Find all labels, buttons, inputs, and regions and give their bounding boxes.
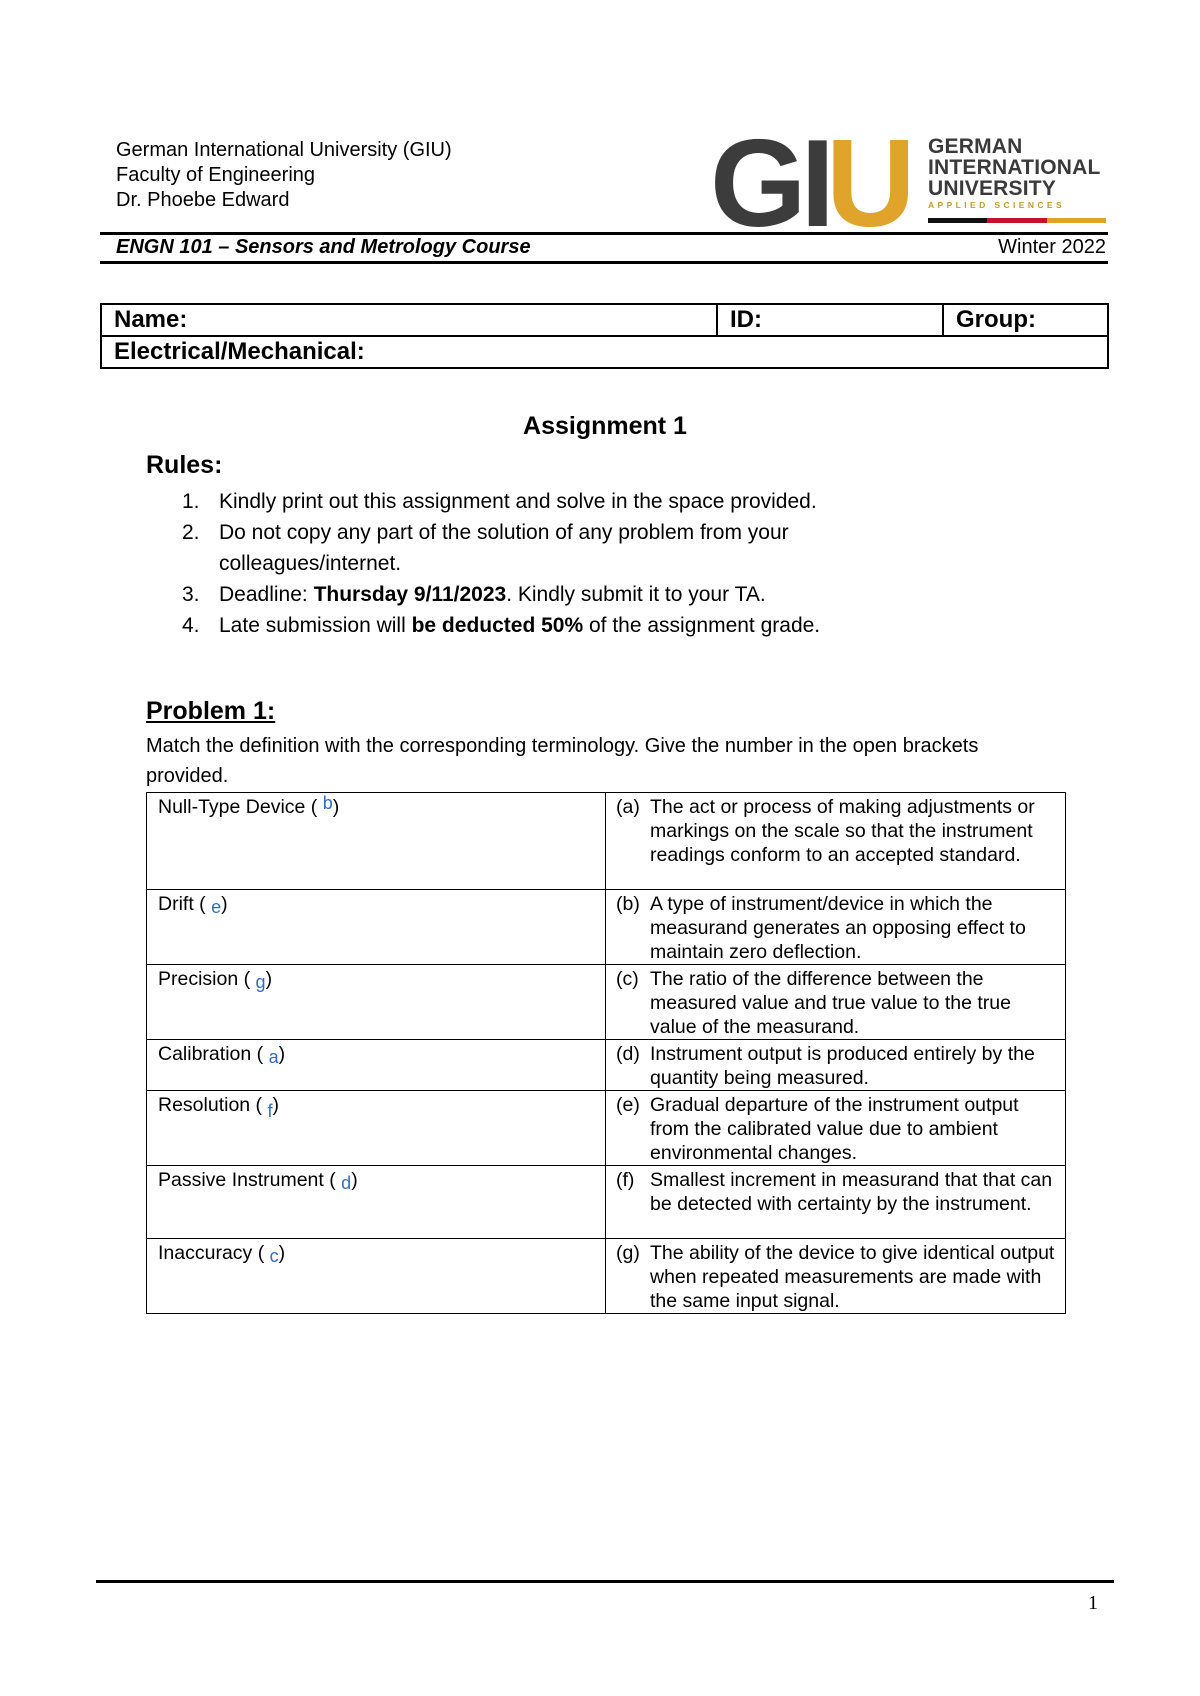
term-label: Null-Type Device xyxy=(158,796,306,818)
definition-item xyxy=(616,892,1055,964)
term-cell xyxy=(147,1040,606,1091)
problem-1-heading: Problem 1: xyxy=(146,697,276,725)
answer-entry[interactable]: g xyxy=(255,972,266,992)
term-cell xyxy=(147,1239,606,1314)
bracket-close: ) xyxy=(221,893,228,915)
rule-number: 2. xyxy=(182,521,200,544)
group-field[interactable]: Group: xyxy=(943,304,1108,336)
rule-item xyxy=(182,579,962,610)
bracket-open: ( xyxy=(251,1043,269,1065)
definition-cell xyxy=(606,890,1066,965)
logo-bar-black xyxy=(928,218,987,223)
bracket-open: ( xyxy=(323,1169,342,1191)
term-label: Precision xyxy=(158,968,239,990)
matching-row xyxy=(147,965,1066,1040)
matching-row xyxy=(147,793,1066,890)
logo-line-2: INTERNATIONAL xyxy=(928,156,1101,179)
semester: Winter 2022 xyxy=(998,236,1106,258)
page-number: 1 xyxy=(1088,1592,1098,1614)
term-label: Passive Instrument xyxy=(158,1169,324,1191)
definition-text: Gradual departure of the instrument output from the calibrated value due to ambient environmental changes. xyxy=(650,1094,1019,1164)
logo-color-bar xyxy=(928,218,1106,223)
definition-text: The act or process of making adjustments or markings on the scale so that the instrument readings conform to an accepted standard. xyxy=(650,796,1035,866)
matching-row xyxy=(147,1166,1066,1239)
logo-line-3: UNIVERSITY xyxy=(928,177,1057,200)
rule-text-pre: Deadline: xyxy=(219,583,314,606)
matching-row xyxy=(147,1040,1066,1091)
rule-number: 4. xyxy=(182,614,200,637)
rule-penalty: be deducted 50% xyxy=(411,614,584,637)
header-rule-bottom xyxy=(100,261,1108,264)
definition-item xyxy=(616,1168,1055,1216)
rule-item xyxy=(182,517,962,579)
definition-text: Instrument output is produced entirely by the quantity being measured. xyxy=(650,1043,1035,1089)
rule-item xyxy=(182,486,962,517)
logo-tagline: APPLIED SCIENCES xyxy=(928,200,1066,210)
definition-item xyxy=(616,1042,1055,1090)
term-cell xyxy=(147,1091,606,1166)
definition-letter: (e) xyxy=(616,1094,640,1116)
term-label: Calibration xyxy=(158,1043,252,1065)
rule-number: 1. xyxy=(182,490,200,513)
term-cell xyxy=(147,1166,606,1239)
giu-logo xyxy=(710,130,1110,230)
instructor-name: Dr. Phoebe Edward xyxy=(116,189,290,211)
track-field[interactable]: Electrical/Mechanical: xyxy=(101,336,1108,368)
term-label: Drift xyxy=(158,893,194,915)
rules-heading: Rules: xyxy=(146,451,223,479)
bracket-close: ) xyxy=(265,968,273,990)
bracket-open: ( xyxy=(238,968,256,990)
term-cell xyxy=(147,793,606,890)
bracket-open: ( xyxy=(252,1242,270,1264)
definition-cell xyxy=(606,1239,1066,1314)
bracket-open: ( xyxy=(305,796,323,818)
bracket-open: ( xyxy=(250,1094,268,1116)
university-name: German International University (GIU) xyxy=(116,139,452,161)
term-cell xyxy=(147,965,606,1040)
rule-number: 3. xyxy=(182,583,200,606)
problem-1-description: Match the definition with the corresponding terminology. Give the number in the open brackets provided. xyxy=(146,735,979,787)
student-info-box xyxy=(100,303,1109,369)
bracket-close: ) xyxy=(272,1094,279,1116)
logo-line-1: GERMAN xyxy=(928,135,1023,158)
rule-text: Kindly print out this assignment and solve in the space provided. xyxy=(219,490,817,513)
term-label: Inaccuracy xyxy=(158,1242,253,1264)
term-label: Resolution xyxy=(158,1094,251,1116)
id-field[interactable]: ID: xyxy=(717,304,943,336)
answer-entry[interactable]: c xyxy=(269,1246,279,1266)
rule-deadline: Thursday 9/11/2023 xyxy=(313,583,507,606)
matching-row xyxy=(147,1239,1066,1314)
definition-letter: (g) xyxy=(616,1242,640,1264)
definition-item xyxy=(616,795,1055,867)
rule-text-post: of the assignment grade. xyxy=(583,614,821,637)
matching-row xyxy=(147,890,1066,965)
definition-letter: (f) xyxy=(616,1169,635,1191)
definition-item xyxy=(616,1093,1055,1165)
logo-bar-gold xyxy=(1047,218,1106,223)
definition-letter: (d) xyxy=(616,1043,640,1065)
bracket-close: ) xyxy=(278,1043,286,1065)
definition-cell xyxy=(606,965,1066,1040)
course-title: ENGN 101 – Sensors and Metrology Course xyxy=(116,236,531,258)
answer-entry[interactable]: e xyxy=(211,897,222,917)
rules-list xyxy=(182,486,962,641)
definition-cell xyxy=(606,1040,1066,1091)
definition-letter: (b) xyxy=(616,893,640,915)
bracket-open: ( xyxy=(193,893,212,915)
definition-cell xyxy=(606,1166,1066,1239)
header-rule-top xyxy=(100,232,1108,235)
definition-text: A type of instrument/device in which the measurand generates an opposing effect to maintain zero deflection. xyxy=(650,893,1026,963)
answer-entry[interactable]: d xyxy=(341,1173,352,1193)
name-field[interactable]: Name: xyxy=(101,304,717,336)
definition-text: The ability of the device to give identical output when repeated measurements are made with the same input signal. xyxy=(650,1242,1055,1312)
definition-item xyxy=(616,967,1055,1039)
rule-text-post: . Kindly submit it to your TA. xyxy=(506,583,766,606)
answer-entry[interactable]: a xyxy=(268,1047,279,1067)
definition-cell xyxy=(606,1091,1066,1166)
logo-mark-u: U xyxy=(826,130,910,230)
faculty-name: Faculty of Engineering xyxy=(116,164,316,186)
bracket-close: ) xyxy=(351,1169,358,1191)
assignment-title: Assignment 1 xyxy=(523,412,687,440)
logo-wordmark xyxy=(928,136,1101,199)
definition-text: Smallest increment in measurand that that can be detected with certainty by the instrument. xyxy=(650,1169,1053,1215)
rule-text-pre: Late submission will xyxy=(219,614,412,637)
definition-letter: (c) xyxy=(616,968,639,990)
logo-mark-gi: GI xyxy=(710,130,829,230)
definition-letter: (a) xyxy=(616,796,640,818)
rule-item xyxy=(182,610,962,641)
matching-table xyxy=(146,792,1066,1314)
giu-logo-mark xyxy=(710,130,910,230)
term-cell xyxy=(147,890,606,965)
bracket-close: ) xyxy=(278,1242,286,1264)
logo-bar-red xyxy=(987,218,1046,223)
bracket-close: ) xyxy=(332,796,340,818)
matching-row xyxy=(147,1091,1066,1166)
answer-entry[interactable]: b xyxy=(322,793,333,813)
rule-text: Do not copy any part of the solution of any problem from your colleagues/internet. xyxy=(219,521,789,575)
definition-item xyxy=(616,1241,1055,1313)
course-line xyxy=(116,236,1106,260)
definition-cell xyxy=(606,793,1066,890)
university-info xyxy=(116,138,452,213)
definition-text: The ratio of the difference between the measured value and true value to the true value of the measurand. xyxy=(650,968,1011,1038)
answer-entry[interactable]: f xyxy=(267,1101,273,1121)
footer-rule xyxy=(96,1580,1114,1583)
